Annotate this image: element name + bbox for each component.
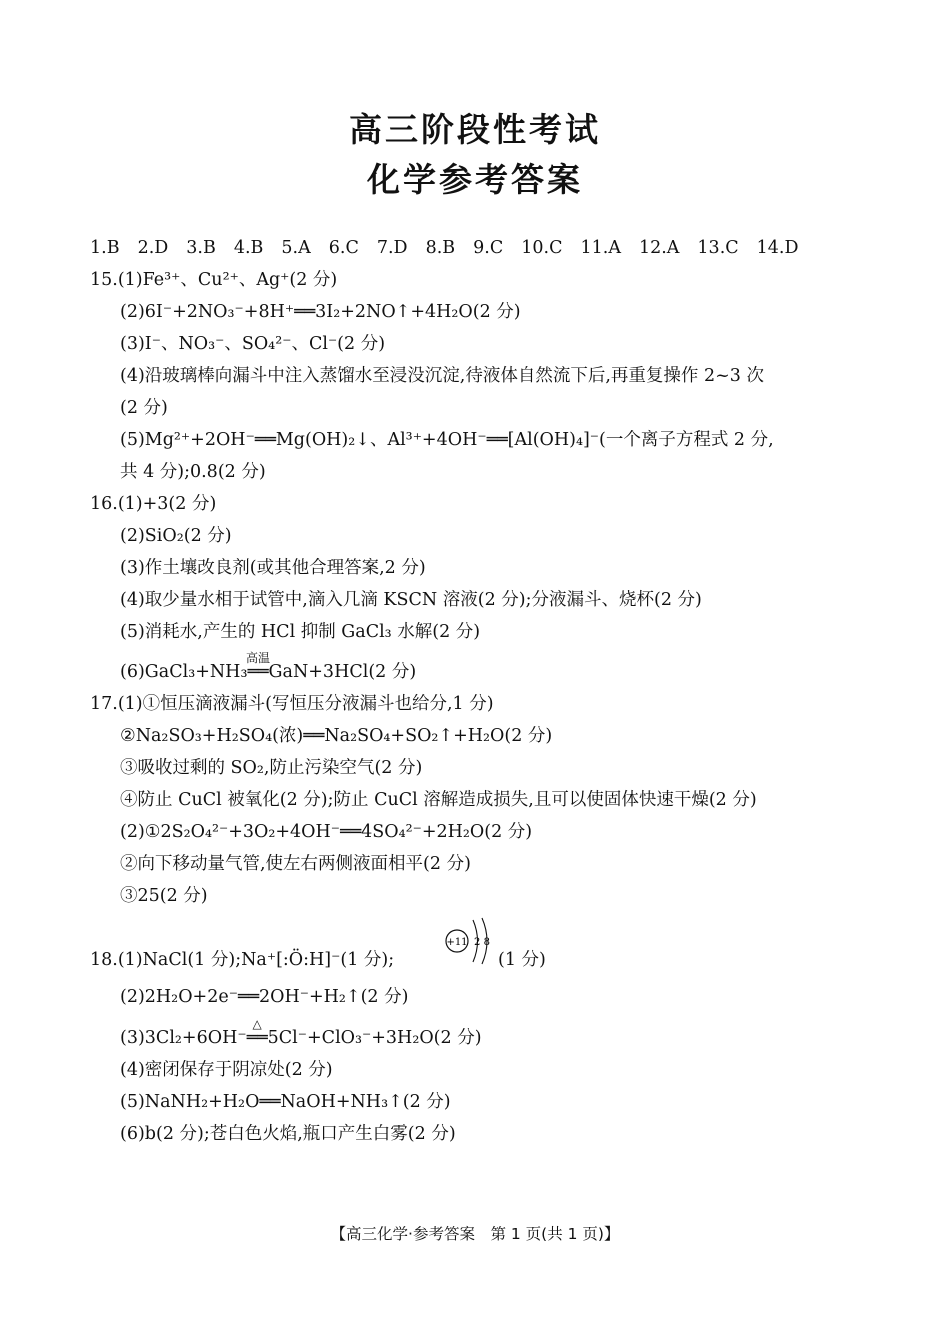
q15-part4-line1: (4)沿玻璃棒向漏斗中注入蒸馏水至浸没沉淀,待液体自然流下后,再重复操作 2~3 次 xyxy=(120,366,764,386)
choice-answer: 7.D xyxy=(376,238,408,258)
q16-part5: (5)消耗水,产生的 HCl 抑制 GaCl₃ 水解(2 分) xyxy=(120,622,481,642)
choice-answer: 13.C xyxy=(697,238,739,258)
q15-part1: 15.(1)Fe³⁺、Cu²⁺、Ag⁺(2 分) xyxy=(90,270,338,290)
reaction-arrow xyxy=(246,1017,268,1050)
q15-part4-line2: (2 分) xyxy=(120,398,168,418)
q16-part6 xyxy=(120,651,417,684)
q17-part3: ③吸收过剩的 SO₂,防止污染空气(2 分) xyxy=(120,758,423,778)
atom-structure-diagram xyxy=(442,914,498,974)
q15-part2: (2)6I⁻+2NO₃⁻+8H⁺══3I₂+2NO↑+4H₂O(2 分) xyxy=(120,302,521,322)
reaction-arrow xyxy=(245,651,271,684)
choice-answer: 6.C xyxy=(328,238,359,258)
q18-part3 xyxy=(120,1017,482,1050)
nucleus-charge: +11 xyxy=(446,937,468,948)
equation-left: (3)3Cl₂+6OH⁻ xyxy=(120,1028,247,1048)
q16-part1: 16.(1)+3(2 分) xyxy=(90,494,217,514)
reaction-condition: 高温 xyxy=(245,651,271,665)
q17-part4: ④防止 CuCl 被氧化(2 分);防止 CuCl 溶解造成损失,且可以使固体快速干燥(2 分) xyxy=(120,790,757,810)
equation-right: GaN+3HCl(2 分) xyxy=(268,662,417,682)
choice-answer: 5.A xyxy=(281,238,311,258)
choice-answer: 14.D xyxy=(756,238,799,258)
q17-part6: ②向下移动量气管,使左右两侧液面相平(2 分) xyxy=(120,854,471,874)
choice-answer: 12.A xyxy=(638,238,680,258)
q16-part4: (4)取少量水相于试管中,滴入几滴 KSCN 溶液(2 分);分液漏斗、烧杯(2 分) xyxy=(120,590,702,610)
q15-part5-line2: 共 4 分);0.8(2 分) xyxy=(120,462,266,482)
choice-answers xyxy=(90,236,817,260)
page-footer: 【高三化学·参考答案 第 1 页(共 1 页)】 xyxy=(330,1225,620,1243)
q15-part5-line1: (5)Mg²⁺+2OH⁻══Mg(OH)₂↓、Al³⁺+4OH⁻══[Al(OH)₄]⁻(一个离子方程式 2 分, xyxy=(120,430,774,450)
choice-answer: 2.D xyxy=(137,238,169,258)
choice-answer: 8.B xyxy=(425,238,456,258)
page-title: 高三阶段性考试 xyxy=(349,110,601,149)
q18-part1-right: (1 分) xyxy=(498,950,546,970)
choice-answer: 11.A xyxy=(580,238,621,258)
choice-answer: 9.C xyxy=(473,238,504,258)
q16-part3: (3)作土壤改良剂(或其他合理答案,2 分) xyxy=(120,558,426,578)
equation-right: 5Cl⁻+ClO₃⁻+3H₂O(2 分) xyxy=(267,1028,482,1048)
q18-part2: (2)2H₂O+2e⁻══2OH⁻+H₂↑(2 分) xyxy=(120,987,409,1007)
q17-part5: (2)①2S₂O₄²⁻+3O₂+4OH⁻══4SO₄²⁻+2H₂O(2 分) xyxy=(120,822,533,842)
equals-sign: ══ xyxy=(247,662,269,682)
equals-sign: ══ xyxy=(246,1028,268,1048)
page-subtitle: 化学参考答案 xyxy=(367,160,583,199)
q17-part1: 17.(1)①恒压滴液漏斗(写恒压分液漏斗也给分,1 分) xyxy=(90,694,494,714)
q18-part6: (6)b(2 分);苍白色火焰,瓶口产生白雾(2 分) xyxy=(120,1124,456,1144)
choice-answer: 10.C xyxy=(521,238,563,258)
reaction-condition: △ xyxy=(252,1017,262,1031)
q15-part3: (3)I⁻、NO₃⁻、SO₄²⁻、Cl⁻(2 分) xyxy=(120,334,386,354)
q17-part7: ③25(2 分) xyxy=(120,886,208,906)
choice-answer: 3.B xyxy=(186,238,216,258)
equation-left: (6)GaCl₃+NH₃ xyxy=(120,662,248,682)
q16-part2: (2)SiO₂(2 分) xyxy=(120,526,232,546)
q17-part2: ②Na₂SO₃+H₂SO₄(浓)══Na₂SO₄+SO₂↑+H₂O(2 分) xyxy=(120,726,553,746)
q18-part1-left: 18.(1)NaCl(1 分);Na⁺[:Ö:H]⁻(1 分); xyxy=(90,950,395,970)
q18-part5: (5)NaNH₂+H₂O══NaOH+NH₃↑(2 分) xyxy=(120,1092,451,1112)
choice-answer: 4.B xyxy=(233,238,264,258)
electron-counts: 2 8 xyxy=(474,937,490,948)
q18-part4: (4)密闭保存于阴凉处(2 分) xyxy=(120,1060,333,1080)
choice-answer: 1.B xyxy=(90,238,120,258)
